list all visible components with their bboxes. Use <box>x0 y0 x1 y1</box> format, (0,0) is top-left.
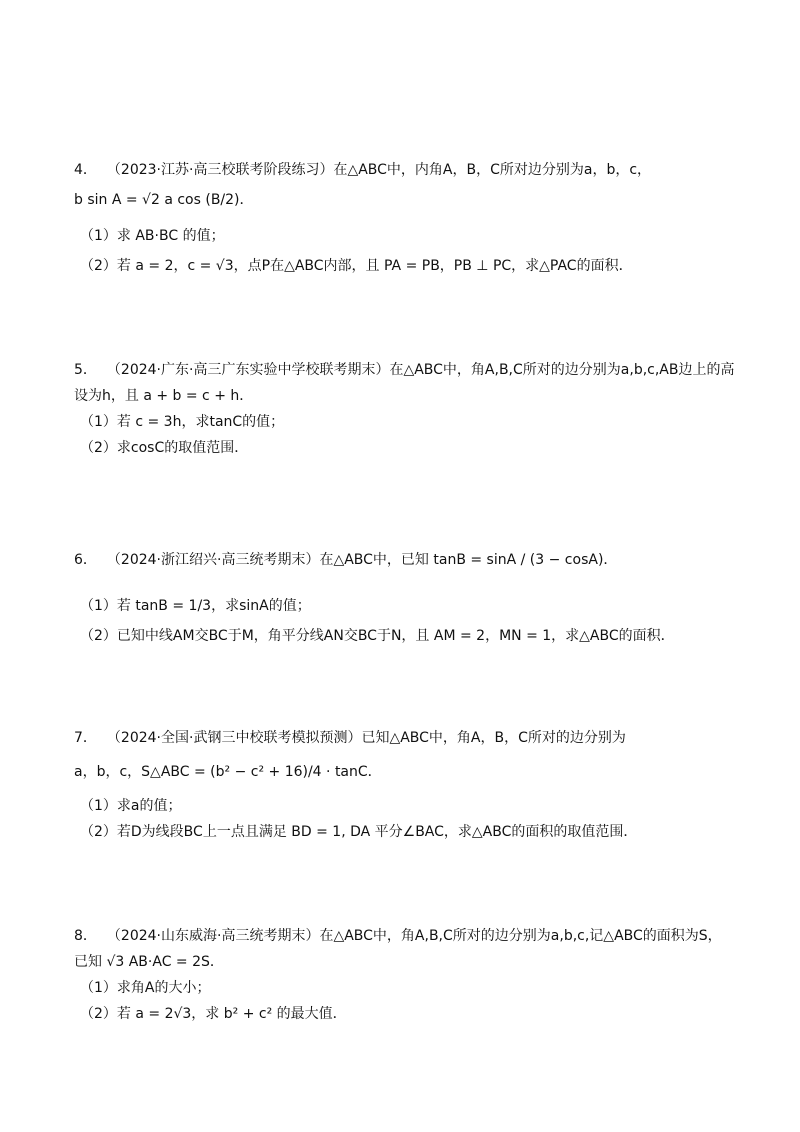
problem-condition: 设为h，且 a + b = c + h． <box>74 388 254 404</box>
problem-6-header <box>74 550 617 570</box>
problem-part: （1）求a的值； <box>80 798 182 814</box>
problem-8-header <box>74 926 722 946</box>
problem-part: （2）已知中线AM交BC于M，角平分线AN交BC于N，且 AM = 2，MN = 1，求△ABC的面积． <box>80 628 675 644</box>
problem-part: （1）求 AB·BC 的值； <box>80 228 225 244</box>
problem-4-condition <box>74 190 254 210</box>
problem-condition: b sin A = √2 a cos (B/2)． <box>74 192 254 208</box>
problem-source: （2024·广东·高三广东实验中学校联考期末） <box>106 362 390 378</box>
problem-number: 8． <box>74 928 97 944</box>
problem-number: 7． <box>74 730 97 746</box>
problem-source: （2024·全国·武钢三中校联考模拟预测） <box>106 730 362 746</box>
problem-source: （2024·浙江绍兴·高三统考期末） <box>106 552 320 568</box>
problem-intro: 在△ABC中，内角A，B，C所对边分别为a，b，c， <box>333 162 652 178</box>
problem-part: （1）若 c = 3h，求tanC的值； <box>80 414 285 430</box>
problem-intro: 已知△ABC中，角A，B，C所对的边分别为 <box>361 730 626 746</box>
problem-5-header <box>74 360 734 380</box>
problem-intro: 在△ABC中，角A,B,C所对的边分别为a,b,c,记△ABC的面积为S， <box>319 928 722 944</box>
problem-part: （2）若 a = 2，c = √3，点P在△ABC内部，且 PA = PB，PB ⊥ PC，求△PAC的面积． <box>80 258 633 274</box>
problem-7-header <box>74 728 626 748</box>
problem-source: （2024·山东威海·高三统考期末） <box>106 928 320 944</box>
problem-part: （2）求cosC的取值范围． <box>80 440 249 456</box>
problem-part: （1）求角A的大小； <box>80 980 211 996</box>
problem-intro: 在△ABC中，已知 tanB = sinA / (3 − cosA)． <box>319 552 618 568</box>
problem-4-header <box>74 160 651 180</box>
problem-part: （2）若D为线段BC上一点且满足 BD = 1, DA 平分∠BAC，求△ABC的面积的取值范围． <box>80 824 638 840</box>
problem-intro: 在△ABC中，角A,B,C所对的边分别为a,b,c,AB边上的高 <box>389 362 735 378</box>
problem-part: （1）若 tanB = 1/3，求sinA的值； <box>80 598 311 614</box>
problem-condition: 已知 √3 AB·AC = 2S． <box>74 954 224 970</box>
problem-source: （2023·江苏·高三校联考阶段练习） <box>106 162 334 178</box>
problem-number: 4． <box>74 162 97 178</box>
problem-part: （2）若 a = 2√3，求 b² + c² 的最大值． <box>80 1006 347 1022</box>
problem-number: 6． <box>74 552 97 568</box>
problem-condition: a，b，c，S△ABC = (b² − c² + 16)/4 · tanC． <box>74 764 382 780</box>
problem-number: 5． <box>74 362 97 378</box>
